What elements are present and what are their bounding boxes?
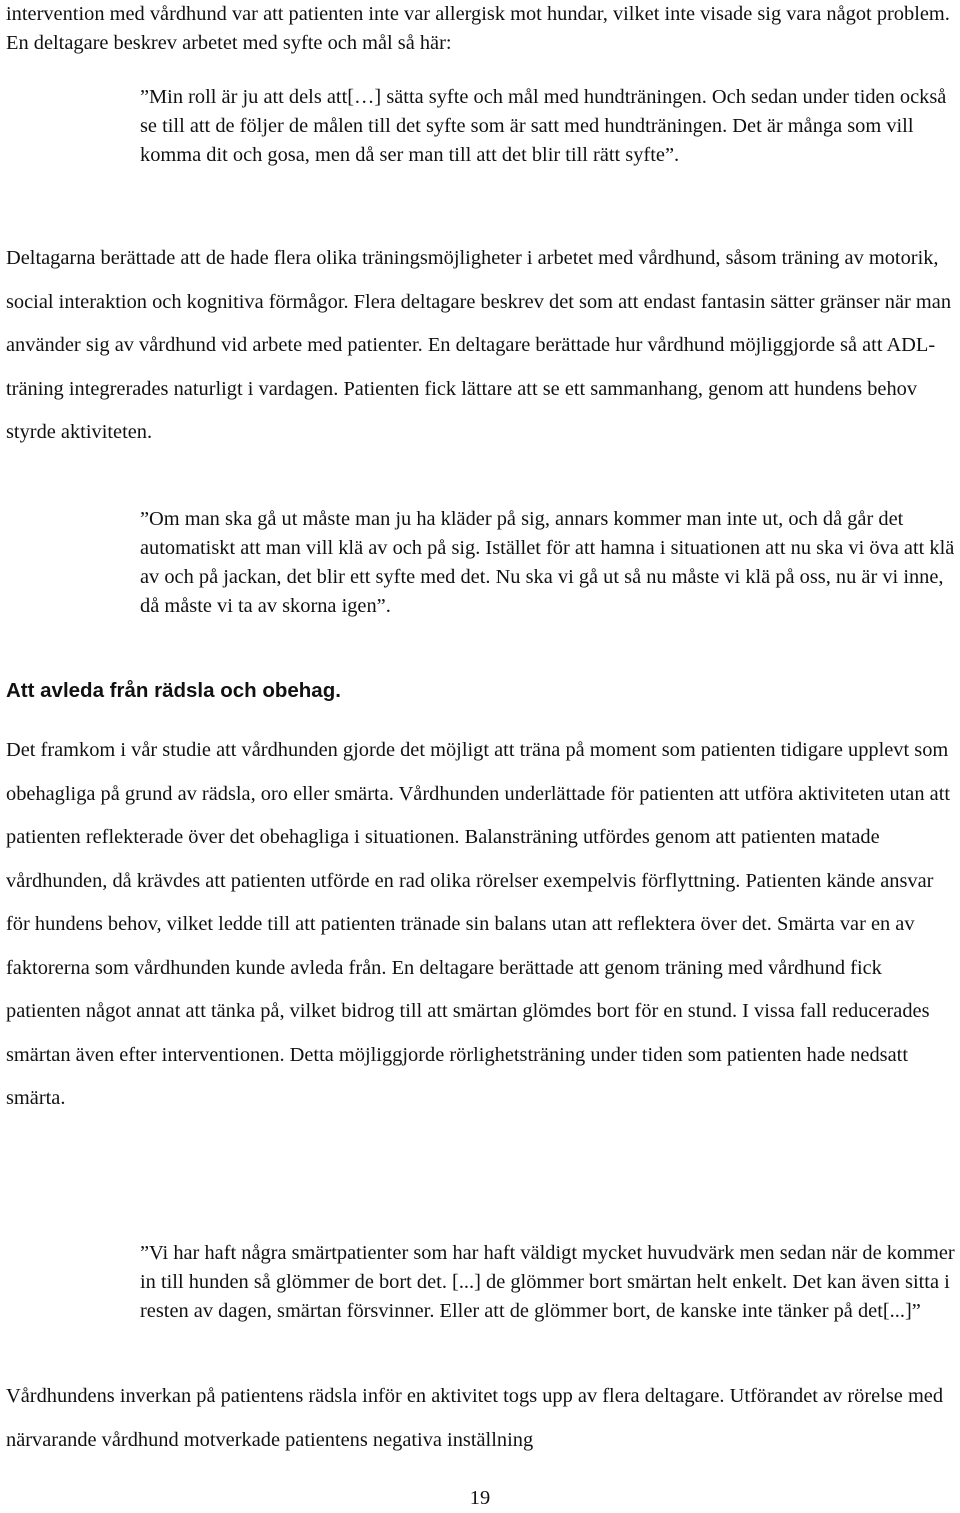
- body-paragraph-3: Det framkom i vår studie att vårdhunden gjorde det möjligt att träna på moment som patienten tidigare upplevt som obehagliga på grund av rädsla, oro eller smärta. Vårdhunden underlättade för patienten att utföra aktiviteten utan att patienten reflekterade över det obehagliga i situationen. Balansträning utfördes genom att patienten matade vårdhunden, då krävdes att patienten utförde en rad olika rörelser exempelvis förflyttning. Patienten kände ansvar för hundens behov, vilket ledde till att patienten tränade sin balans utan att reflektera över det. Smärta var en av faktorerna som vårdhunden kunde avleda från. En deltagare berättade att genom träning med vårdhund fick patienten något annat att tänka på, vilket bidrog till att smärtan glömdes bort för en stund. I vissa fall reducerades smärtan även efter interventionen. Detta möjliggjorde rörlighetsträning under tiden som patienten hade nedsatt smärta.: [6, 739, 951, 1109]
- quote-block-1: ”Min roll är ju att dels att[…] sätta syfte och mål med hundträningen. Och sedan under tiden också se till att de följer de målen till det syfte som är satt med hundträningen. Det är många som vill komma dit och gosa, men då ser man till att det blir till rätt syfte”.: [140, 86, 947, 166]
- quote-block-2: ”Om man ska gå ut måste man ju ha kläder på sig, annars kommer man inte ut, och då går det automatiskt att man vill klä av och på sig. Istället för att hamna i situationen att nu ska vi öva att klä av och på jackan, det blir ett syfte med det. Nu ska vi gå ut så nu måste vi klä på oss, nu är vi inne, då måste vi ta av skorna igen”.: [140, 508, 955, 617]
- section-heading: Att avleda från rädsla och obehag.: [6, 679, 341, 702]
- body-paragraph-4: Vårdhundens inverkan på patientens rädsla inför en aktivitet togs upp av flera deltagare. Utförandet av rörelse med närvarande vårdhund motverkade patientens negativa inställning: [6, 1385, 944, 1451]
- quote-block-3: ”Vi har haft några smärtpatienter som har haft väldigt mycket huvudvärk men sedan när de kommer in till hunden så glömmer de bort det. [...] de glömmer bort smärtan helt enkelt. Det kan även sitta i resten av dagen, smärtan försvinner. Eller att de glömmer bort, de kanske inte tänker på det[...]”: [140, 1242, 955, 1322]
- intro-paragraph: intervention med vårdhund var att patienten inte var allergisk mot hundar, vilket inte visade sig vara något problem. En deltagare beskrev arbetet med syfte och mål så här:: [6, 3, 950, 54]
- body-paragraph-2: Deltagarna berättade att de hade flera olika träningsmöjligheter i arbetet med vårdhund, såsom träning av motorik, social interaktion och kognitiva förmågor. Flera deltagare beskrev det som att endast fantasin sätter gränser när man använder sig av vårdhund vid arbete med patienter. En deltagare berättade hur vårdhund möjliggjorde så att ADL-träning integrerades naturligt i vardagen. Patienten fick lättare att se ett sammanhang, genom att hundens behov styrde aktiviteten.: [6, 247, 952, 443]
- page-number: 19: [469, 1487, 491, 1509]
